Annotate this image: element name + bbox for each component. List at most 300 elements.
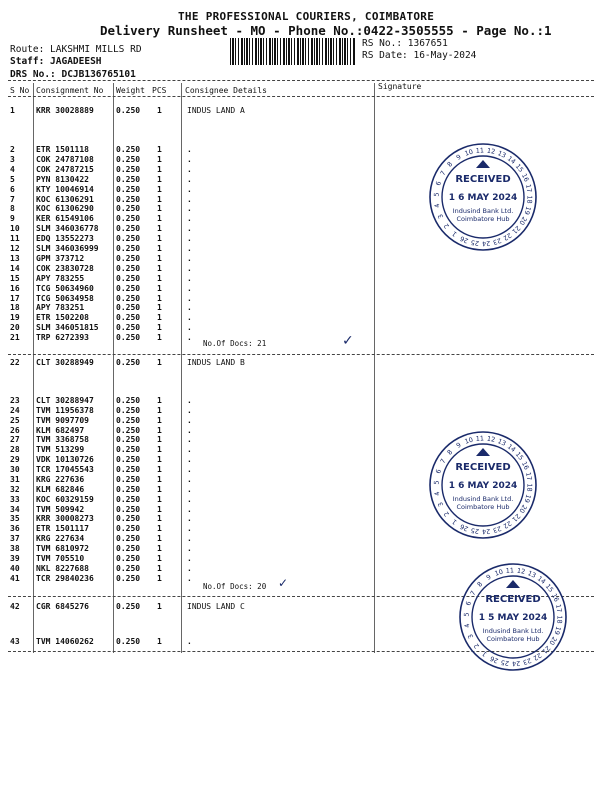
stamp-rim-number: 18 <box>555 615 564 624</box>
table-row <box>0 303 600 313</box>
serial-number: 19 <box>10 313 20 323</box>
table-row <box>0 284 600 294</box>
stamp-rim-number: 11 <box>475 434 485 443</box>
weight: 0.250 <box>116 106 141 115</box>
consignment-number: KOC 60329159 <box>36 494 94 504</box>
serial-number: 11 <box>10 234 20 244</box>
rs-date: RS Date: 16-May-2024 <box>362 50 477 61</box>
serial-number: 29 <box>10 455 20 465</box>
consignment-number: APY 783251 <box>36 303 85 313</box>
weight: 0.250 <box>116 445 141 455</box>
consignment-number: KOC 61306291 <box>36 194 94 204</box>
table-row <box>0 294 600 304</box>
weight: 0.250 <box>116 465 141 475</box>
consignee-details: . <box>187 333 192 343</box>
weight: 0.250 <box>116 474 141 484</box>
consignee-details: . <box>187 283 192 293</box>
table-row <box>0 264 600 274</box>
consignee-details: . <box>187 484 192 494</box>
stamp-rim-number: 5 <box>432 480 441 485</box>
stamp-organization: Indusind Bank Ltd. <box>452 495 514 503</box>
stamp-rim-number: 17 <box>523 471 534 482</box>
serial-number: 37 <box>10 534 20 544</box>
serial-number: 8 <box>10 204 15 214</box>
consignee-details: . <box>187 396 192 405</box>
consignee-details: . <box>187 514 192 524</box>
consignee-details: . <box>187 405 192 415</box>
stamp-rim-number: 2 <box>442 509 451 519</box>
pieces: 1 <box>157 263 162 273</box>
pieces: 1 <box>157 214 162 224</box>
consignment-number: PYN 8130422 <box>36 174 89 184</box>
consignee-details: . <box>187 164 192 174</box>
consignment-number: KLM 682497 <box>36 425 85 435</box>
consignment-number: TVM 513299 <box>36 445 85 455</box>
divider <box>8 354 594 355</box>
pieces: 1 <box>157 637 162 646</box>
stamp-rim-number: 25 <box>500 658 510 668</box>
stamp-rim-number: 18 <box>525 195 534 204</box>
consignee-details: . <box>187 544 192 554</box>
stamp-rim-number: 15 <box>513 162 526 174</box>
pieces: 1 <box>157 358 162 367</box>
consignee-details: . <box>187 474 192 484</box>
serial-number: 2 <box>10 145 15 154</box>
weight: 0.250 <box>116 204 141 214</box>
serial-number: 36 <box>10 524 20 534</box>
header-weight: Weight <box>116 86 145 95</box>
consignment-number: TVM 705510 <box>36 553 85 563</box>
stamp-hub: Coimbatore Hub <box>456 215 510 223</box>
stamp-status: RECEIVED <box>455 462 511 473</box>
stamp-rim-number: 22 <box>501 231 513 243</box>
weight: 0.250 <box>116 425 141 435</box>
consignee-details: INDUS LAND A <box>187 106 245 115</box>
stamp-rim-number: 5 <box>432 192 441 197</box>
stamp-rim-number: 19 <box>522 493 533 504</box>
consignment-number: COK 24787215 <box>36 164 94 174</box>
consignee-details: . <box>187 534 192 544</box>
consignment-number: TVM 509942 <box>36 504 85 514</box>
serial-number: 12 <box>10 244 20 253</box>
consignment-number: KLM 682846 <box>36 484 85 494</box>
stamp-rim-number: 22 <box>531 651 543 663</box>
stamp-rim-number: 2 <box>442 221 451 231</box>
pieces: 1 <box>157 455 162 465</box>
received-stamp <box>458 562 568 672</box>
weight: 0.250 <box>116 553 141 563</box>
stamp-rim-number: 15 <box>543 582 556 594</box>
stamp-rim-number: 26 <box>458 522 470 533</box>
pieces: 1 <box>157 484 162 494</box>
consignment-number: ETR 1502208 <box>36 313 89 323</box>
serial-number: 27 <box>10 435 20 445</box>
stamp-rim-number: 6 <box>434 468 443 475</box>
weight: 0.250 <box>116 263 141 273</box>
stamp-date: 1 5 MAY 2024 <box>478 613 548 623</box>
weight: 0.250 <box>116 504 141 514</box>
consignee-details: . <box>187 425 192 435</box>
stamp-rim-number: 19 <box>552 625 563 636</box>
serial-number: 5 <box>10 174 15 184</box>
stamp-rim-number: 14 <box>535 574 548 586</box>
weight: 0.250 <box>116 396 141 405</box>
serial-number: 32 <box>10 484 20 494</box>
consignee-details: . <box>187 553 192 563</box>
stamp-rim-number: 12 <box>486 146 496 156</box>
arrow-up-icon <box>476 448 490 456</box>
consignee-details: . <box>187 224 192 234</box>
consignment-number: TVM 3368758 <box>36 435 89 445</box>
consignee-details: . <box>187 494 192 504</box>
stamp-organization: Indusind Bank Ltd. <box>452 207 514 215</box>
table-row <box>0 333 600 343</box>
pieces: 1 <box>157 553 162 563</box>
stamp-rim-number: 7 <box>438 457 448 466</box>
consignment-number: KRG 227634 <box>36 534 85 544</box>
consignment-number: ETR 1501117 <box>36 524 89 534</box>
serial-number: 6 <box>10 184 15 194</box>
serial-number: 16 <box>10 283 20 293</box>
stamp-rim-number: 11 <box>475 146 485 155</box>
consignment-number: TCG 50634960 <box>36 283 94 293</box>
consignment-number: TCR 29840236 <box>36 573 94 583</box>
arrow-up-icon <box>506 580 520 588</box>
weight: 0.250 <box>116 293 141 303</box>
check-mark-icon: ✓ <box>342 333 354 349</box>
received-stamp <box>428 142 538 252</box>
consignment-number: TVM 9097709 <box>36 415 89 425</box>
weight: 0.250 <box>116 524 141 534</box>
stamp-rim-number: 20 <box>517 215 529 227</box>
serial-number: 39 <box>10 553 20 563</box>
serial-number: 24 <box>10 405 20 415</box>
serial-number: 40 <box>10 563 20 573</box>
serial-number: 34 <box>10 504 20 514</box>
stamp-rim-number: 13 <box>526 569 538 580</box>
serial-number: 17 <box>10 293 20 303</box>
serial-number: 3 <box>10 154 15 164</box>
serial-number: 30 <box>10 465 20 475</box>
serial-number: 20 <box>10 323 20 333</box>
serial-number: 38 <box>10 544 20 554</box>
weight: 0.250 <box>116 313 141 323</box>
pieces: 1 <box>157 504 162 514</box>
consignee-details: INDUS LAND B <box>187 358 245 367</box>
barcode <box>230 38 355 65</box>
consignment-number: TVM 14060262 <box>36 637 94 646</box>
pieces: 1 <box>157 465 162 475</box>
stamp-rim-number: 13 <box>496 149 508 160</box>
pieces: 1 <box>157 435 162 445</box>
pieces: 1 <box>157 563 162 573</box>
weight: 0.250 <box>116 455 141 465</box>
weight: 0.250 <box>116 534 141 544</box>
stamp-rim-number: 16 <box>549 592 561 604</box>
stamp-rim-number: 6 <box>464 600 473 607</box>
pieces: 1 <box>157 333 162 343</box>
stamp-rim-number: 5 <box>462 612 471 617</box>
consignee-details: . <box>187 313 192 323</box>
stamp-rim-number: 18 <box>525 483 534 492</box>
weight: 0.250 <box>116 154 141 164</box>
stamp-status: RECEIVED <box>455 174 511 185</box>
serial-number: 41 <box>10 573 20 583</box>
stamp-rim-number: 2 <box>472 641 481 651</box>
stamp-rim-number: 24 <box>511 659 521 668</box>
stamp-rim-number: 16 <box>519 172 531 184</box>
divider <box>8 80 594 81</box>
stamp-rim-number: 8 <box>445 160 455 169</box>
consignee-details: . <box>187 204 192 214</box>
serial-number: 35 <box>10 514 20 524</box>
consignee-details: . <box>187 234 192 244</box>
pieces: 1 <box>157 184 162 194</box>
stamp-rim-number: 23 <box>491 236 503 247</box>
stamp-rim-number: 23 <box>491 524 503 535</box>
pieces: 1 <box>157 313 162 323</box>
serial-number: 43 <box>10 637 20 646</box>
company-name: THE PROFESSIONAL COURIERS, COIMBATORE <box>178 10 435 23</box>
header-signature: Signature <box>378 82 422 91</box>
weight: 0.250 <box>116 303 141 313</box>
pieces: 1 <box>157 514 162 524</box>
consignee-details: . <box>187 465 192 475</box>
serial-number: 7 <box>10 194 15 204</box>
weight: 0.250 <box>116 333 141 343</box>
stamp-rim-number: 9 <box>454 152 463 162</box>
consignee-details: . <box>187 244 192 253</box>
stamp-rim-number: 10 <box>463 147 475 158</box>
consignment-number: KOC 61306290 <box>36 204 94 214</box>
rs-number: RS No.: 1367651 <box>362 38 448 49</box>
consignment-number: SLM 346036778 <box>36 224 99 234</box>
consignee-details: . <box>187 154 192 164</box>
table-row <box>0 416 600 426</box>
stamp-rim-number: 14 <box>505 154 518 166</box>
consignment-number: EDQ 13552273 <box>36 234 94 244</box>
stamp-rim-number: 1 <box>450 517 459 527</box>
weight: 0.250 <box>116 273 141 283</box>
arrow-up-icon <box>476 160 490 168</box>
weight: 0.250 <box>116 563 141 573</box>
consignment-number: KRR 30028889 <box>36 106 94 115</box>
stamp-rim-number: 26 <box>488 654 500 665</box>
serial-number: 18 <box>10 303 20 313</box>
stamp-rim-number: 4 <box>462 622 472 629</box>
runsheet-title: Delivery Runsheet - MO - Phone No.:0422-3505555 - Page No.:1 <box>100 23 552 38</box>
consignment-number: APY 783255 <box>36 273 85 283</box>
stamp-rim-number: 21 <box>540 643 552 656</box>
consignee-details: . <box>187 563 192 573</box>
consignment-number: TRP 6272393 <box>36 333 89 343</box>
header-details: Consignee Details <box>185 86 267 95</box>
consignee-details: . <box>187 303 192 313</box>
consignee-details: . <box>187 524 192 534</box>
stamp-rim-number: 21 <box>510 511 522 524</box>
stamp-rim-number: 16 <box>519 460 531 472</box>
serial-number: 42 <box>10 602 20 611</box>
consignment-number: GPM 373712 <box>36 253 85 263</box>
stamp-rim-number: 12 <box>516 566 526 576</box>
stamp-rim-number: 9 <box>454 440 463 450</box>
consignee-details: . <box>187 174 192 184</box>
stamp-rim-number: 26 <box>458 234 470 245</box>
stamp-rim-number: 17 <box>553 603 564 614</box>
pieces: 1 <box>157 573 162 583</box>
consignment-number: CLT 30288947 <box>36 396 94 405</box>
consignee-details: . <box>187 435 192 445</box>
consignment-number: CLT 30288949 <box>36 358 94 367</box>
stamp-rim-number: 9 <box>484 572 493 582</box>
stamp-rim-number: 8 <box>475 580 485 589</box>
weight: 0.250 <box>116 494 141 504</box>
pieces: 1 <box>157 425 162 435</box>
stamp-rim-number: 19 <box>522 205 533 216</box>
weight: 0.250 <box>116 514 141 524</box>
pieces: 1 <box>157 194 162 204</box>
pieces: 1 <box>157 323 162 333</box>
consignee-details: . <box>187 273 192 283</box>
consignment-number: KTY 10046914 <box>36 184 94 194</box>
table-row <box>0 274 600 284</box>
pieces: 1 <box>157 253 162 263</box>
weight: 0.250 <box>116 602 141 611</box>
weight: 0.250 <box>116 234 141 244</box>
stamp-date: 1 6 MAY 2024 <box>448 193 518 203</box>
stamp-rim-number: 10 <box>493 567 505 578</box>
pieces: 1 <box>157 415 162 425</box>
consignment-number: CGR 6845276 <box>36 602 89 611</box>
stamp-rim-number: 14 <box>505 442 518 454</box>
pieces: 1 <box>157 283 162 293</box>
stamp-rim-number: 7 <box>468 589 478 598</box>
table-row <box>0 254 600 264</box>
serial-number: 14 <box>10 263 20 273</box>
weight: 0.250 <box>116 637 141 646</box>
stamp-rim-number: 25 <box>470 238 480 248</box>
weight: 0.250 <box>116 544 141 554</box>
consignment-number: KER 61549106 <box>36 214 94 224</box>
consignment-number: NKL 8227688 <box>36 563 89 573</box>
table-row <box>0 396 600 406</box>
stamp-rim-number: 11 <box>505 566 515 575</box>
consignment-number: VDK 10130726 <box>36 455 94 465</box>
stamp-rim-number: 4 <box>432 202 442 209</box>
stamp-status: RECEIVED <box>485 594 541 605</box>
weight: 0.250 <box>116 358 141 367</box>
consignment-number: KRG 227636 <box>36 474 85 484</box>
weight: 0.250 <box>116 415 141 425</box>
consignee-details: . <box>187 214 192 224</box>
pieces: 1 <box>157 244 162 253</box>
weight: 0.250 <box>116 573 141 583</box>
stamp-rim-number: 25 <box>470 526 480 536</box>
weight: 0.250 <box>116 224 141 234</box>
weight: 0.250 <box>116 435 141 445</box>
header-sno: S No <box>10 86 30 95</box>
pieces: 1 <box>157 405 162 415</box>
table-row <box>0 544 600 554</box>
serial-number: 1 <box>10 106 15 115</box>
consignee-details: . <box>187 184 192 194</box>
consignment-number: SLM 346051815 <box>36 323 99 333</box>
serial-number: 25 <box>10 415 20 425</box>
stamp-rim-number: 13 <box>496 437 508 448</box>
serial-number: 15 <box>10 273 20 283</box>
weight: 0.250 <box>116 194 141 204</box>
pieces: 1 <box>157 145 162 154</box>
weight: 0.250 <box>116 244 141 253</box>
consignee-details: . <box>187 253 192 263</box>
pieces: 1 <box>157 224 162 234</box>
stamp-rim-number: 17 <box>523 183 534 194</box>
divider <box>8 96 594 97</box>
stamp-rim-number: 3 <box>466 632 476 640</box>
serial-number: 28 <box>10 445 20 455</box>
weight: 0.250 <box>116 174 141 184</box>
serial-number: 4 <box>10 164 15 174</box>
number-of-docs: No.Of Docs: 21 <box>203 339 267 348</box>
drs-number: DRS No.: DCJB136765101 <box>10 69 136 80</box>
stamp-rim-number: 6 <box>434 180 443 187</box>
consignee-details: . <box>187 293 192 303</box>
header-consignment: Consignment No <box>36 86 104 95</box>
pieces: 1 <box>157 273 162 283</box>
serial-number: 22 <box>10 358 20 367</box>
stamp-rim-number: 24 <box>481 239 491 248</box>
table-row <box>0 313 600 323</box>
consignee-details: . <box>187 145 192 154</box>
stamp-rim-number: 20 <box>517 503 529 515</box>
stamp-rim-number: 4 <box>432 490 442 497</box>
pieces: 1 <box>157 154 162 164</box>
number-of-docs: No.Of Docs: 20 <box>203 582 267 591</box>
consignee-details: . <box>187 194 192 204</box>
pieces: 1 <box>157 474 162 484</box>
stamp-rim-number: 3 <box>436 212 446 220</box>
consignment-number: ETR 1501118 <box>36 145 89 154</box>
table-row <box>0 358 600 368</box>
stamp-rim-number: 15 <box>513 450 526 462</box>
stamp-rim-number: 3 <box>436 500 446 508</box>
consignee-details: . <box>187 323 192 333</box>
weight: 0.250 <box>116 253 141 263</box>
stamp-hub: Coimbatore Hub <box>486 635 540 643</box>
stamp-rim-number: 20 <box>547 635 559 647</box>
stamp-rim-number: 21 <box>510 223 522 236</box>
weight: 0.250 <box>116 323 141 333</box>
consignment-number: COK 23830728 <box>36 263 94 273</box>
received-stamp <box>428 430 538 540</box>
consignee-details: . <box>187 263 192 273</box>
pieces: 1 <box>157 445 162 455</box>
pieces: 1 <box>157 293 162 303</box>
consignment-number: SLM 346036999 <box>36 244 99 253</box>
serial-number: 21 <box>10 333 20 343</box>
table-row <box>0 323 600 333</box>
weight: 0.250 <box>116 405 141 415</box>
weight: 0.250 <box>116 164 141 174</box>
pieces: 1 <box>157 494 162 504</box>
consignee-details: INDUS LAND C <box>187 602 245 611</box>
header-pcs: PCS <box>152 86 167 95</box>
serial-number: 10 <box>10 224 20 234</box>
route: Route: LAKSHMI MILLS RD <box>10 44 142 55</box>
check-mark-icon: ✓ <box>278 576 289 590</box>
pieces: 1 <box>157 396 162 405</box>
stamp-rim-number: 22 <box>501 519 513 531</box>
